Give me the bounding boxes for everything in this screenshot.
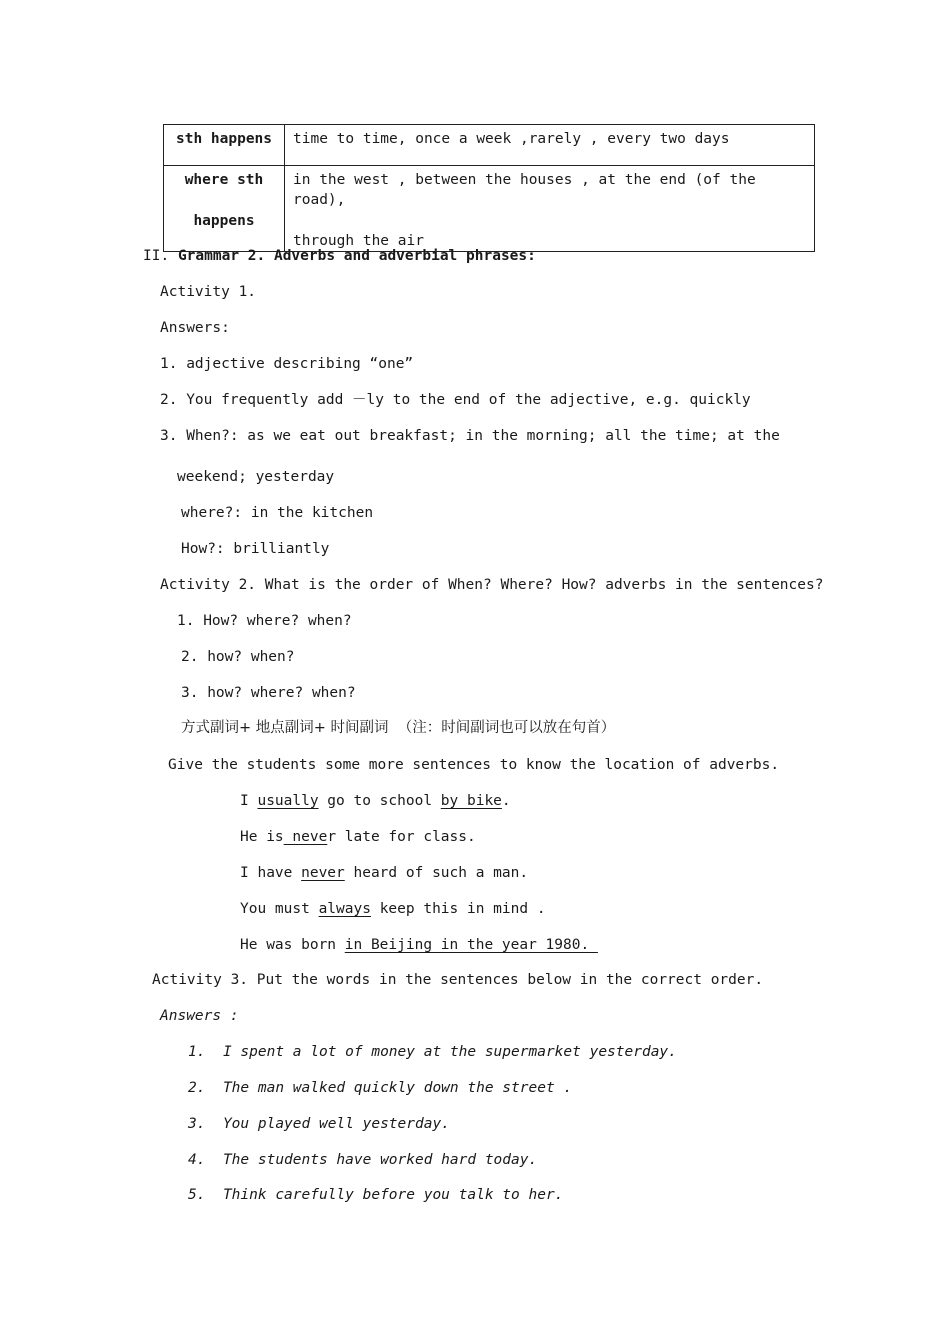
- activity3-title: Activity 3. Put the words in the sentences below in the correct order.: [152, 972, 764, 988]
- underlined-adverb: always: [318, 901, 371, 917]
- text-span: I have: [240, 865, 302, 881]
- text-span: .: [501, 793, 511, 809]
- underlined-adverb: neve: [283, 829, 328, 845]
- answers-label: Answers:: [160, 320, 230, 336]
- item-number: 1.: [188, 1044, 206, 1060]
- list-item: 1. How? where? when?: [177, 613, 352, 629]
- item-number: 5.: [188, 1187, 206, 1203]
- table-label-cell: [164, 166, 285, 252]
- list-item: 2. You frequently add －ly to the end of the adjective, e.g. quickly: [160, 392, 751, 408]
- item-number: 2.: [188, 1080, 206, 1096]
- section-heading: [143, 246, 536, 266]
- adverb-table: [163, 124, 815, 252]
- example-sentence: [240, 935, 598, 955]
- text-span: keep this in mind .: [370, 901, 546, 917]
- item-text: I spent a lot of money at the supermarket yesterday.: [222, 1044, 677, 1060]
- underlined-adverb: by bike: [440, 793, 502, 809]
- text-span: r late for class.: [327, 829, 476, 845]
- table-value: through the air: [293, 233, 424, 249]
- item-text: The man walked quickly down the street .: [222, 1080, 573, 1096]
- table-label: sth happens: [175, 131, 273, 147]
- item-text: Think carefully before you talk to her.: [222, 1187, 564, 1203]
- activity2-title: Activity 2. What is the order of When? Where? How? adverbs in the sentences?: [160, 577, 824, 593]
- item-text: The students have worked hard today.: [222, 1152, 538, 1168]
- table-value: time to time, once a week ,rarely , every two days: [293, 131, 730, 147]
- list-item-continued: weekend; yesterday: [177, 469, 335, 485]
- text-span: I: [240, 793, 258, 809]
- table-value: in the west , between the houses , at the end (of the road),: [293, 172, 756, 208]
- item-text: You played well yesterday.: [222, 1116, 450, 1132]
- underlined-adverb: in Beijing in the year 1980.: [344, 937, 598, 953]
- table-row: [164, 125, 815, 166]
- where-answer: where?: in the kitchen: [181, 505, 374, 521]
- text-span: He was born: [240, 937, 345, 953]
- example-sentence: [240, 827, 476, 847]
- list-item: [188, 1150, 537, 1170]
- give-instruction: Give the students some more sentences to know the location of adverbs.: [168, 757, 780, 773]
- example-sentence: [240, 863, 528, 883]
- example-sentence: [240, 899, 546, 919]
- list-item: 1. adjective describing “one”: [160, 356, 414, 372]
- underlined-adverb: usually: [257, 793, 319, 809]
- list-item: [188, 1114, 450, 1134]
- text-span: heard of such a man.: [344, 865, 529, 881]
- chinese-note: 方式副词+ 地点副词+ 时间副词 （注：时间副词也可以放在句首）: [181, 720, 616, 736]
- table-value-cell: [285, 125, 815, 166]
- list-item: [188, 1078, 572, 1098]
- list-item: 2. how? when?: [181, 649, 295, 665]
- item-number: 3.: [188, 1116, 206, 1132]
- list-item: [188, 1042, 677, 1062]
- list-item: 3. When?: as we eat out breakfast; in the morning; all the time; at the: [160, 428, 780, 444]
- answers-label: Answers :: [160, 1008, 239, 1024]
- list-item: 3. how? where? when?: [181, 685, 356, 701]
- section-title: Grammar 2. Adverbs and adverbial phrases:: [177, 248, 536, 264]
- how-answer: How?: brilliantly: [181, 541, 330, 557]
- text-span: He is: [240, 829, 284, 845]
- section-numeral: II.: [143, 248, 170, 264]
- activity1-title: Activity 1.: [160, 284, 257, 300]
- text-span: You must: [240, 901, 319, 917]
- example-sentence: [240, 791, 511, 811]
- table-label: happens: [193, 213, 255, 229]
- item-number: 4.: [188, 1152, 206, 1168]
- table-label-cell: [164, 125, 285, 166]
- table-row: [164, 166, 815, 252]
- underlined-adverb: never: [301, 865, 345, 881]
- table-value-cell: [285, 166, 815, 252]
- table-label: where sth: [184, 172, 264, 188]
- list-item: [188, 1185, 563, 1205]
- text-span: go to school: [318, 793, 441, 809]
